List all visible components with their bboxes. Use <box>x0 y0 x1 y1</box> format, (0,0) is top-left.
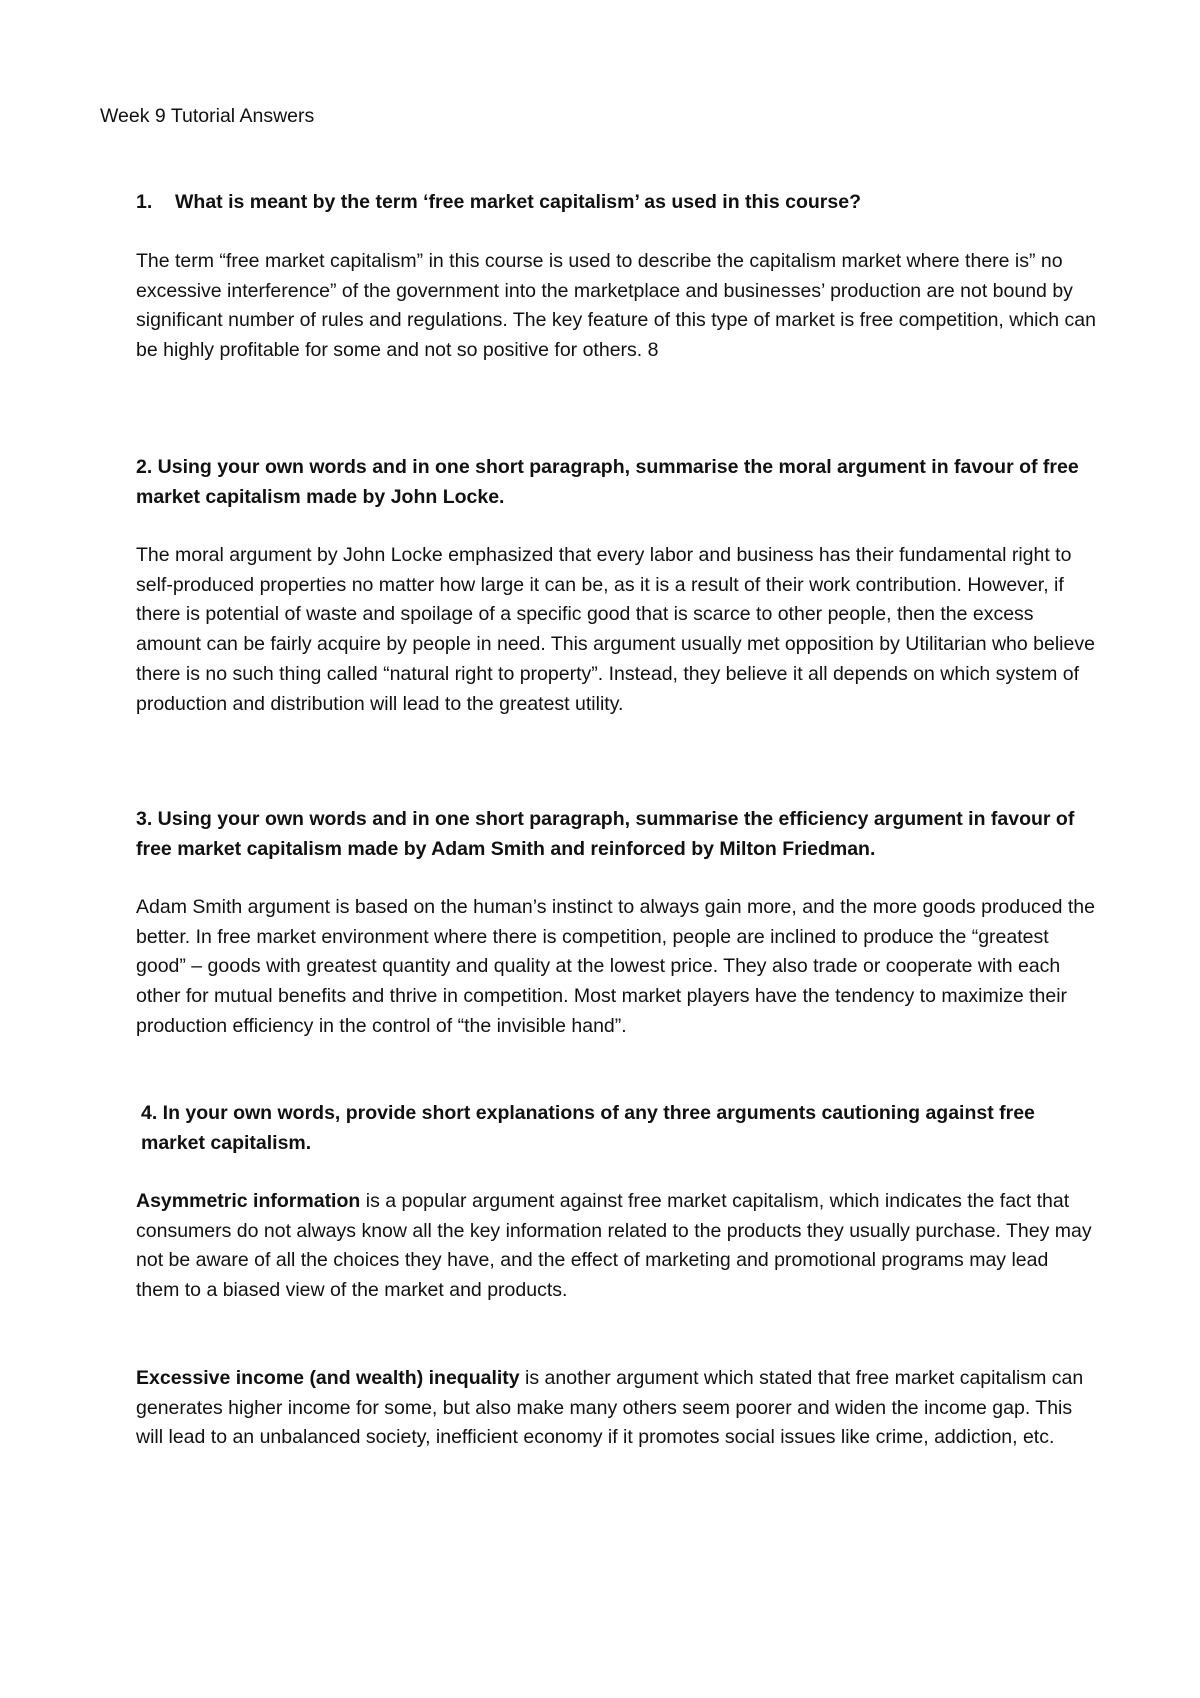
answer-4-paragraph-asymmetric-information <box>136 1187 1096 1306</box>
question-4-heading: 4. In your own words, provide short explanations of any three arguments cautioning against free market capitalism. <box>141 1102 1035 1154</box>
answer-1-paragraph: The term “free market capitalism” in this course is used to describe the capitalism market where there is” no excessive interference” of the government into the marketplace and businesses’ production are not bound by significant number of rules and regulations. The key feature of this type of market is free competition, which can be highly profitable for some and not so positive for others. 8 <box>136 250 1096 362</box>
answer-2-paragraph: The moral argument by John Locke emphasized that every labor and business has their fundamental right to self-produced properties no matter how large it can be, as it is a result of their work contribution. However, if there is potential of waste and spoilage of a specific good that is scarce to other people, then the excess amount can be fairly acquire by people in need. This argument usually met opposition by Utilitarian who believe there is no such thing called “natural right to property”. Instead, they believe it all depends on which system of production and distribution will lead to the greatest utility. <box>136 544 1095 715</box>
question-3-heading: 3. Using your own words and in one short paragraph, summarise the efficiency argument in favour of free market capitalism made by Adam Smith and reinforced by Milton Friedman. <box>136 808 1075 860</box>
question-1-number: 1. <box>136 191 153 213</box>
answer-3-paragraph: Adam Smith argument is based on the human’s instinct to always gain more, and the more goods produced the better. In free market environment where there is competition, people are inclined to produce the “greatest good” – goods with greatest quantity and quality at the lowest price. They also trade or cooperate with each other for mutual benefits and thrive in competition. Most market players have the tendency to maximize their production efficiency in the control of “the invisible hand”. <box>136 896 1095 1037</box>
argument-explanation: is a popular argument against free market capitalism, which indicates the fact that consumers do not always know all the key information related to the products they usually purchase. They may not be aware of all the choices they have, and the effect of marketing and promotional programs may lead them to a biased view of the market and products. <box>136 1190 1092 1302</box>
argument-explanation: is another argument which stated that free market capitalism can generates higher income for some, but also make many others seem poorer and widen the income gap. This will lead to an unbalanced society, inefficient economy if it promotes social issues like crime, addiction, etc. <box>136 1367 1084 1449</box>
document-title: Week 9 Tutorial Answers <box>100 105 315 127</box>
argument-term: Excessive income (and wealth) inequality <box>136 1367 520 1389</box>
question-2-heading: 2. Using your own words and in one short paragraph, summarise the moral argument in favour of free market capitalism made by John Locke. <box>136 456 1079 508</box>
argument-term: Asymmetric information <box>136 1190 361 1212</box>
question-1-text: What is meant by the term ‘free market capitalism’ as used in this course? <box>175 191 861 213</box>
answer-4-paragraph-income-inequality <box>136 1364 1096 1453</box>
